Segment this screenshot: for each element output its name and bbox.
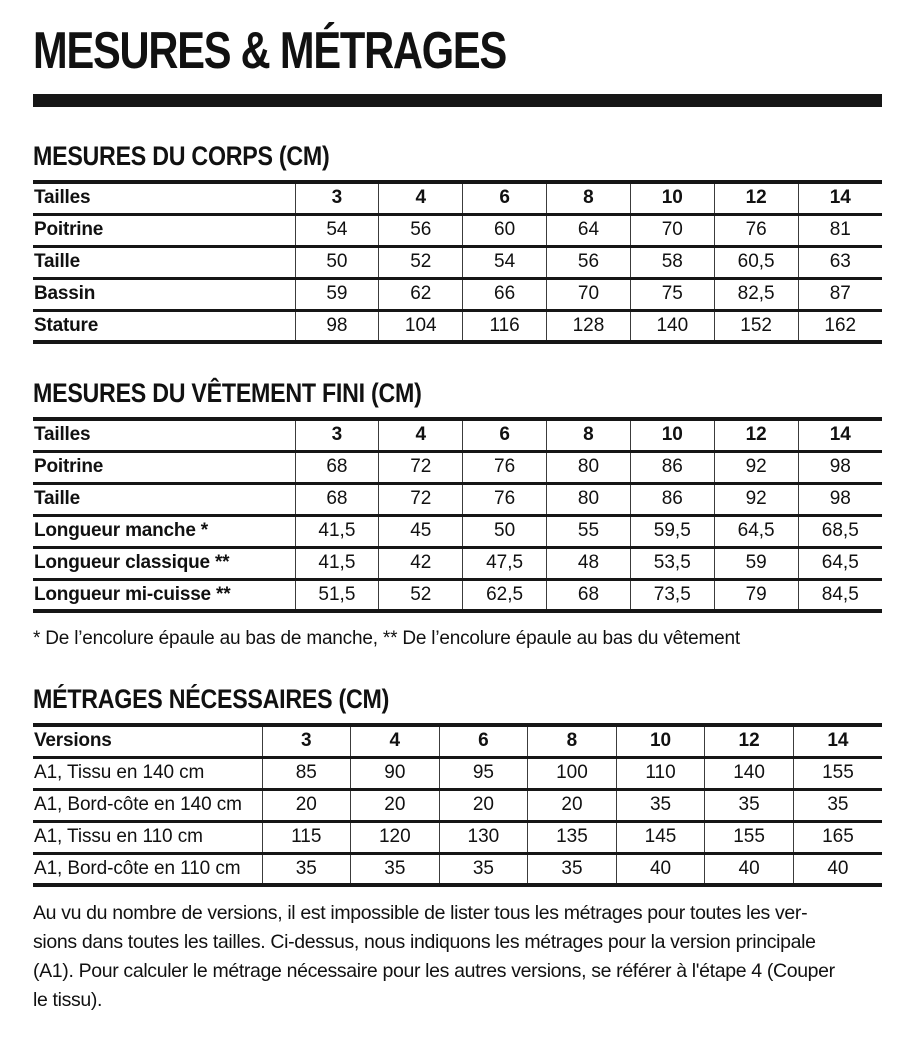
cell-value: 53,5 [630, 547, 714, 579]
size-column-header: 12 [714, 419, 798, 451]
cell-value: 90 [351, 757, 440, 789]
cell-value: 35 [705, 789, 794, 821]
table-header-label: Tailles [34, 424, 91, 446]
cell-value: 40 [616, 853, 705, 885]
size-column-header: 10 [616, 725, 705, 757]
cell-value: 162 [798, 310, 882, 342]
row-label: Bassin [34, 283, 96, 304]
row-label: Longueur manche * [34, 520, 208, 541]
cell-value: 87 [798, 278, 882, 310]
cell-value: 64,5 [714, 515, 798, 547]
cell-value: 55 [547, 515, 631, 547]
table-row [33, 547, 882, 579]
table-row [33, 310, 882, 342]
cell-value: 35 [439, 853, 528, 885]
row-label: A1, Tissu en 140 cm [34, 762, 205, 783]
closing-note-line: sions dans toutes les tailles. Ci-dessus, nous indiquons les métrages pour la version principale [33, 931, 816, 953]
measurement-table [33, 417, 882, 613]
size-column-header: 3 [262, 725, 351, 757]
cell-value: 68 [547, 579, 631, 611]
cell-value: 54 [295, 214, 379, 246]
table-head [33, 725, 882, 757]
cell-value: 41,5 [295, 515, 379, 547]
table-row [33, 579, 882, 611]
row-label: A1, Bord-côte en 140 cm [34, 794, 242, 815]
cell-value: 20 [262, 789, 351, 821]
cell-value: 140 [630, 310, 714, 342]
cell-value: 95 [439, 757, 528, 789]
table-header-label: Tailles [34, 187, 91, 209]
sections-container [33, 141, 886, 887]
measurement-table [33, 723, 882, 887]
cell-value: 35 [351, 853, 440, 885]
size-column-header: 14 [793, 725, 882, 757]
cell-value: 128 [547, 310, 631, 342]
table-body [33, 451, 882, 611]
cell-value: 92 [714, 483, 798, 515]
cell-value: 155 [793, 757, 882, 789]
cell-value: 56 [547, 246, 631, 278]
cell-value: 50 [463, 515, 547, 547]
table-header-row [33, 182, 882, 214]
cell-value: 59 [714, 547, 798, 579]
table-footnote: * De l’encolure épaule au bas de manche, ** De l’encolure épaule au bas du vêtement [33, 628, 740, 649]
cell-value: 155 [705, 821, 794, 853]
cell-value: 152 [714, 310, 798, 342]
size-column-header: 6 [463, 182, 547, 214]
cell-value: 60 [463, 214, 547, 246]
table-row [33, 451, 882, 483]
cell-value: 98 [798, 451, 882, 483]
size-column-header: 4 [351, 725, 440, 757]
section-heading: MESURES DU VÊTEMENT FINI (CM) [33, 378, 422, 408]
table-row [33, 483, 882, 515]
page-title: MESURES & MÉTRAGES [33, 22, 507, 80]
cell-value: 64 [547, 214, 631, 246]
cell-value: 115 [262, 821, 351, 853]
table-row [33, 789, 882, 821]
table-row [33, 278, 882, 310]
cell-value: 52 [379, 579, 463, 611]
cell-value: 82,5 [714, 278, 798, 310]
table-row [33, 821, 882, 853]
cell-value: 140 [705, 757, 794, 789]
closing-note-line: le tissu). [33, 989, 103, 1011]
cell-value: 54 [463, 246, 547, 278]
table-body [33, 214, 882, 342]
cell-value: 62 [379, 278, 463, 310]
cell-value: 73,5 [630, 579, 714, 611]
row-label: A1, Tissu en 110 cm [34, 826, 203, 847]
size-column-header: 8 [528, 725, 617, 757]
section-heading: MÉTRAGES NÉCESSAIRES (CM) [33, 684, 390, 714]
cell-value: 79 [714, 579, 798, 611]
cell-value: 40 [705, 853, 794, 885]
row-label: Poitrine [34, 219, 104, 240]
cell-value: 20 [528, 789, 617, 821]
size-column-header: 3 [295, 419, 379, 451]
table-body [33, 757, 882, 885]
cell-value: 165 [793, 821, 882, 853]
size-column-header: 12 [705, 725, 794, 757]
row-label: Stature [34, 314, 99, 336]
cell-value: 76 [463, 451, 547, 483]
table-head [33, 182, 882, 214]
cell-value: 84,5 [798, 579, 882, 611]
cell-value: 35 [262, 853, 351, 885]
table-row [33, 515, 882, 547]
cell-value: 68,5 [798, 515, 882, 547]
size-column-header: 6 [463, 419, 547, 451]
size-column-header: 4 [379, 182, 463, 214]
section-heading: MESURES DU CORPS (CM) [33, 141, 330, 171]
size-column-header: 8 [547, 182, 631, 214]
cell-value: 81 [798, 214, 882, 246]
cell-value: 76 [714, 214, 798, 246]
cell-value: 64,5 [798, 547, 882, 579]
cell-value: 20 [439, 789, 528, 821]
cell-value: 70 [630, 214, 714, 246]
cell-value: 110 [616, 757, 705, 789]
measurement-table [33, 180, 882, 344]
cell-value: 50 [295, 246, 379, 278]
table-head [33, 419, 882, 451]
cell-value: 59 [295, 278, 379, 310]
cell-value: 42 [379, 547, 463, 579]
cell-value: 35 [793, 789, 882, 821]
table-row [33, 214, 882, 246]
size-column-header: 14 [798, 182, 882, 214]
cell-value: 45 [379, 515, 463, 547]
table-header-row [33, 419, 882, 451]
cell-value: 20 [351, 789, 440, 821]
size-column-header: 4 [379, 419, 463, 451]
title-divider-bar [33, 94, 882, 107]
cell-value: 52 [379, 246, 463, 278]
cell-value: 104 [379, 310, 463, 342]
cell-value: 62,5 [463, 579, 547, 611]
cell-value: 98 [798, 483, 882, 515]
cell-value: 85 [262, 757, 351, 789]
cell-value: 41,5 [295, 547, 379, 579]
cell-value: 51,5 [295, 579, 379, 611]
cell-value: 80 [547, 451, 631, 483]
size-column-header: 10 [630, 419, 714, 451]
cell-value: 72 [379, 483, 463, 515]
cell-value: 47,5 [463, 547, 547, 579]
row-label: Taille [34, 251, 80, 272]
cell-value: 145 [616, 821, 705, 853]
cell-value: 58 [630, 246, 714, 278]
cell-value: 76 [463, 483, 547, 515]
row-label: Longueur mi-cuisse ** [34, 583, 231, 605]
cell-value: 68 [295, 451, 379, 483]
cell-value: 86 [630, 483, 714, 515]
cell-value: 48 [547, 547, 631, 579]
cell-value: 98 [295, 310, 379, 342]
size-column-header: 12 [714, 182, 798, 214]
cell-value: 92 [714, 451, 798, 483]
table-row [33, 853, 882, 885]
cell-value: 130 [439, 821, 528, 853]
table-row [33, 246, 882, 278]
size-column-header: 14 [798, 419, 882, 451]
size-column-header: 8 [547, 419, 631, 451]
row-label: Longueur classique ** [34, 552, 230, 573]
size-column-header: 6 [439, 725, 528, 757]
closing-note-line: Au vu du nombre de versions, il est impossible de lister tous les métrages pour toutes les ver- [33, 902, 808, 924]
cell-value: 56 [379, 214, 463, 246]
cell-value: 100 [528, 757, 617, 789]
cell-value: 35 [528, 853, 617, 885]
cell-value: 68 [295, 483, 379, 515]
table-row [33, 757, 882, 789]
size-column-header: 10 [630, 182, 714, 214]
closing-note-line: (A1). Pour calculer le métrage nécessaire pour les autres versions, se référer à l'étape 4 (Couper [33, 960, 835, 982]
cell-value: 59,5 [630, 515, 714, 547]
cell-value: 60,5 [714, 246, 798, 278]
cell-value: 116 [463, 310, 547, 342]
row-label: Poitrine [34, 456, 104, 477]
closing-note [33, 899, 886, 1015]
row-label: A1, Bord-côte en 110 cm [34, 857, 241, 879]
cell-value: 135 [528, 821, 617, 853]
cell-value: 70 [547, 278, 631, 310]
cell-value: 120 [351, 821, 440, 853]
cell-value: 86 [630, 451, 714, 483]
cell-value: 63 [798, 246, 882, 278]
cell-value: 80 [547, 483, 631, 515]
row-label: Taille [34, 488, 80, 509]
cell-value: 35 [616, 789, 705, 821]
cell-value: 40 [793, 853, 882, 885]
table-header-label: Versions [34, 730, 112, 752]
cell-value: 66 [463, 278, 547, 310]
size-column-header: 3 [295, 182, 379, 214]
cell-value: 72 [379, 451, 463, 483]
table-header-row [33, 725, 882, 757]
cell-value: 75 [630, 278, 714, 310]
